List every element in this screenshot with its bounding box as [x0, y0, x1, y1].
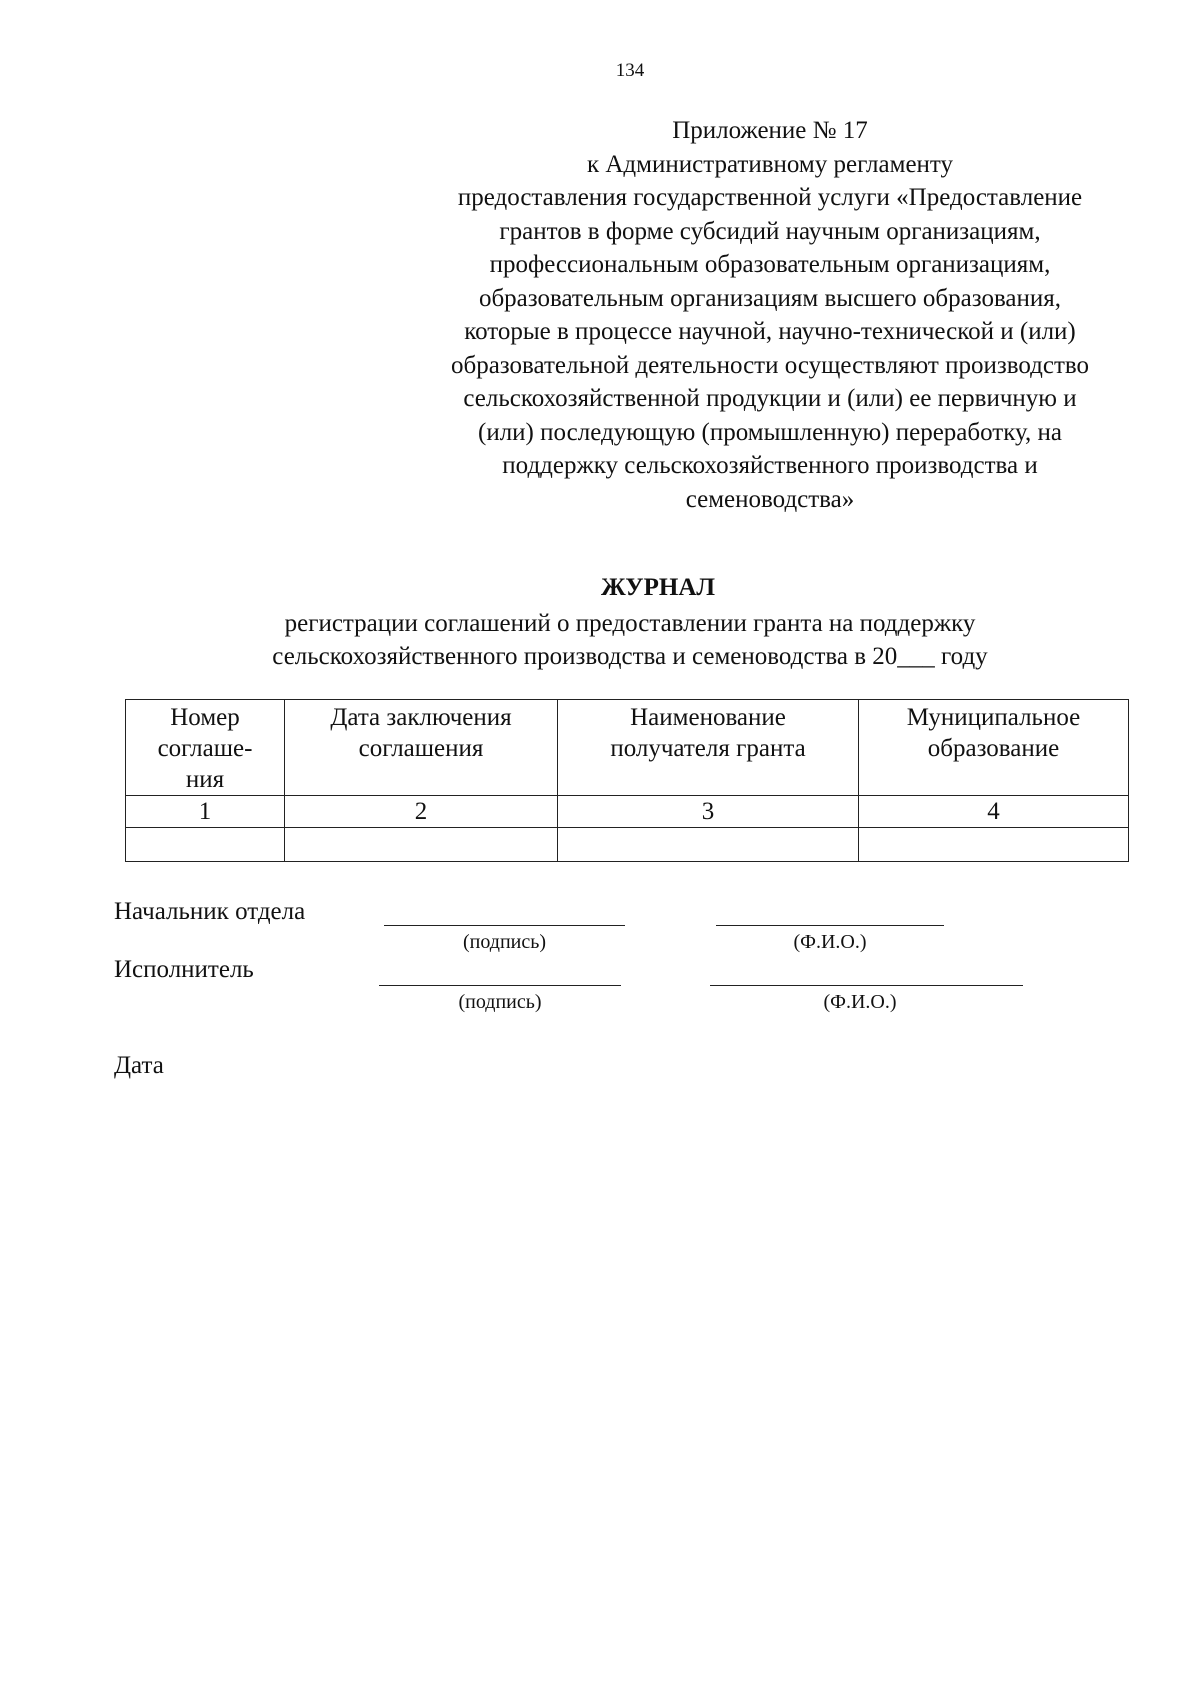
- header-text: соглаше-: [157, 735, 253, 762]
- column-number: 1: [126, 796, 285, 828]
- journal-title: ЖУРНАЛ: [600, 574, 716, 601]
- page-number: 134: [615, 60, 645, 81]
- table-cell: [285, 828, 558, 862]
- header-text: получателя гранта: [610, 735, 806, 762]
- journal-subtitle: [200, 607, 1060, 673]
- executor-name-caption: (Ф.И.О.): [823, 991, 897, 1013]
- header-text: Номер: [170, 704, 240, 731]
- appendix-line: Приложение № 17: [672, 117, 868, 144]
- column-number: 4: [859, 796, 1129, 828]
- appendix-line: предоставления государственной услуги «Предоставление: [457, 184, 1083, 211]
- table-header-row: [126, 700, 1129, 796]
- appendix-line: профессиональным образовательным организациям,: [489, 251, 1051, 278]
- executor-label: Исполнитель: [114, 956, 254, 983]
- appendix-line: к Административному регламенту: [586, 150, 954, 178]
- header-text: Муниципальное: [906, 704, 1081, 731]
- appendix-line: поддержку сельскохозяйственного производства и: [502, 452, 1038, 479]
- header-text: образование: [927, 735, 1060, 762]
- header-text: ния: [185, 766, 225, 793]
- journal-subtitle-line: сельскохозяйственного производства и семеноводства в 20___ году: [272, 643, 988, 670]
- header-text: Наименование: [630, 704, 786, 731]
- table-cell: [558, 828, 859, 862]
- header-agreement-date: [285, 700, 558, 796]
- date-label: Дата: [114, 1052, 164, 1079]
- appendix-line: грантов в форме субсидий научным организациям,: [499, 217, 1041, 245]
- executor-signature-line: [379, 985, 621, 986]
- head-name-line: [716, 925, 944, 926]
- head-of-department-label: Начальник отдела: [114, 898, 306, 925]
- table-cell: [859, 828, 1129, 862]
- header-agreement-number: [126, 700, 285, 796]
- registry-table: [125, 699, 1129, 862]
- appendix-line: семеноводства»: [685, 485, 855, 513]
- executor-signature-caption: (подпись): [458, 991, 542, 1013]
- column-number: 2: [285, 796, 558, 828]
- column-number-row: [126, 796, 1129, 828]
- executor-name-line: [710, 985, 1023, 986]
- header-recipient-name: [558, 700, 859, 796]
- table-row: [126, 828, 1129, 862]
- appendix-line: которые в процессе научной, научно-технической и (или): [464, 318, 1076, 345]
- head-signature-caption: (подпись): [462, 931, 547, 953]
- appendix-line: сельскохозяйственной продукции и (или) ее первичную и: [463, 385, 1077, 412]
- table-cell: [126, 828, 285, 862]
- header-text: соглашения: [358, 735, 484, 762]
- header-text: Дата заключения: [330, 704, 512, 731]
- journal-subtitle-line: регистрации соглашений о предоставлении гранта на поддержку: [284, 610, 976, 637]
- head-name-caption: (Ф.И.О.): [793, 931, 867, 953]
- appendix-header: [400, 114, 1140, 516]
- head-signature-line: [384, 925, 625, 926]
- header-municipality: [859, 700, 1129, 796]
- appendix-line: (или) последующую (промышленную) переработку, на: [478, 418, 1062, 446]
- appendix-line: образовательной деятельности осуществляют производство: [450, 351, 1089, 379]
- appendix-line: образовательным организациям высшего образования,: [478, 284, 1062, 312]
- column-number: 3: [558, 796, 859, 828]
